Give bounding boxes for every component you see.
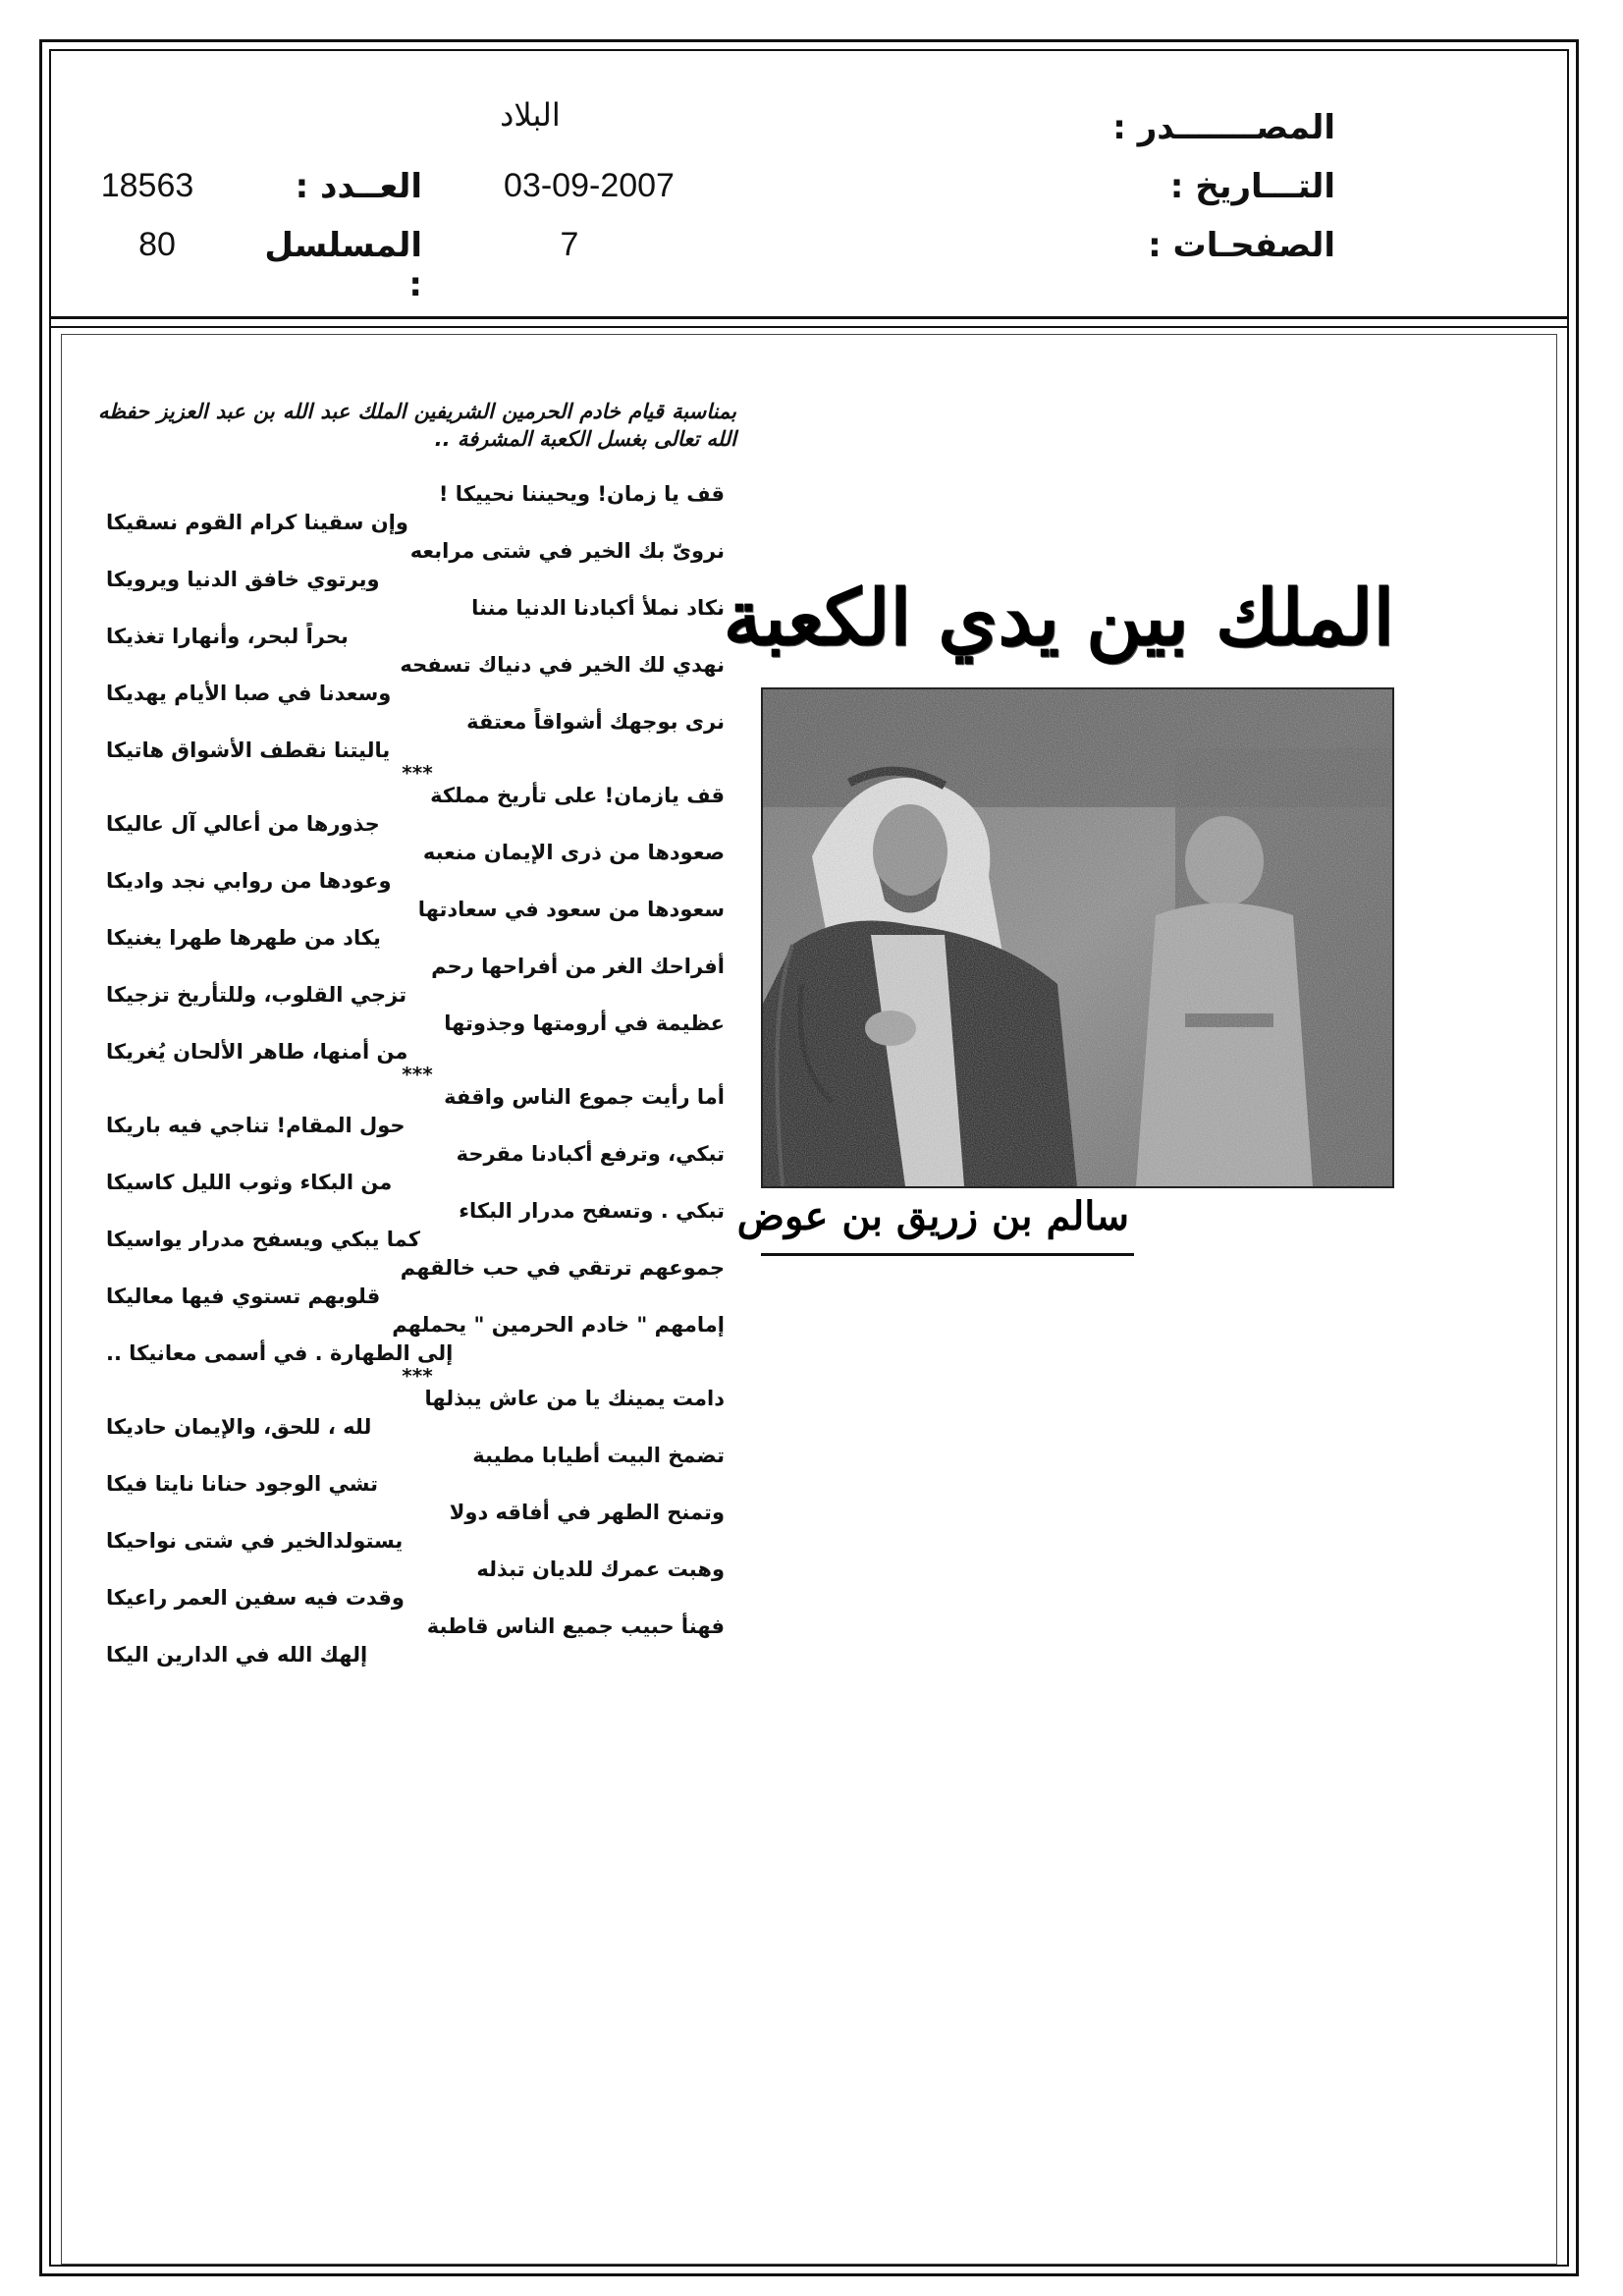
verse-second-half: من البكاء وثوب الليل كاسيكا xyxy=(106,1171,393,1194)
verse-second-half: وإن سقينا كرام القوم نسقيكا xyxy=(106,511,408,534)
verse-first-half: عظيمة في أرومتها وجذوتها xyxy=(444,1011,725,1035)
poem-column xyxy=(98,398,736,1669)
verse-first-half: نروىّ بك الخير في شتى مرابعه xyxy=(409,539,725,563)
verse-first-half: تبكي . وتسفح مدرار البكاء xyxy=(459,1199,725,1223)
serial-value-text: 80 xyxy=(138,226,176,263)
verse-first-half: فهنأ حبيب جميع الناس قاطبة xyxy=(426,1614,725,1638)
verse-first-half: وهبت عمرك للديان تبذله xyxy=(476,1558,725,1581)
verse-first-half: أما رأيت جموع الناس واقفة xyxy=(444,1085,725,1109)
pages-label xyxy=(982,226,1335,265)
verse-first-half: نكاد نملأ أكبادنا الدنيا مننا xyxy=(471,596,725,620)
article-intro: بمناسبة قيام خادم الحرمين الشريفين الملك عبد الله بن عبد العزيز حفظه الله تعالى بغسل الكعبة المشرفة .. xyxy=(98,400,736,451)
verse-second-half: لله ، للحق، والإيمان حاديكا xyxy=(106,1415,372,1439)
stanza xyxy=(98,1083,736,1368)
header-separator xyxy=(49,316,1569,328)
byline-underline xyxy=(761,1253,1134,1256)
date-label xyxy=(982,167,1335,206)
verse-first-half: تبكي، وترفع أكبادنا مقرحة xyxy=(456,1142,725,1166)
poem-stanzas xyxy=(98,480,736,1669)
issue-label-text: العــدد : xyxy=(295,167,422,206)
date-label-text: التـــاريخ : xyxy=(1169,167,1335,206)
verse-first-half: قف يازمان! على تأريخ مملكة xyxy=(430,784,725,807)
serial-value xyxy=(108,226,206,264)
pages-value xyxy=(530,226,609,264)
issue-label xyxy=(265,167,422,206)
verse-second-half: من أمنها، طاهر الألحان يُغريكا xyxy=(106,1040,408,1064)
stanza xyxy=(98,480,736,765)
verse-second-half: ياليتنا نقطف الأشواق هاتيكا xyxy=(106,738,391,762)
stanza xyxy=(98,782,736,1066)
stanza-separator: *** xyxy=(402,1063,433,1086)
verse-first-half: صعودها من ذرى الإيمان منعبه xyxy=(422,841,725,864)
verse-first-half: دامت يمينك يا من عاش يبذلها xyxy=(424,1387,725,1410)
serial-label xyxy=(265,226,422,304)
verse-first-half: تضمخ البيت أطيابا مطيبة xyxy=(472,1444,725,1467)
issue-value xyxy=(79,167,216,205)
source-label-text: المصـــــــدر : xyxy=(1112,108,1335,147)
source-value xyxy=(432,96,628,134)
pages-label-text: الصفحـات : xyxy=(1148,226,1335,265)
king-photo xyxy=(761,687,1394,1188)
stanza xyxy=(98,1385,736,1669)
king-photo-icon xyxy=(763,689,1392,1186)
verse-second-half: وسعدنا في صبا الأيام يهديكا xyxy=(106,682,392,705)
verse-first-half: أفراحك الغر من أفراحها رحم xyxy=(431,955,725,978)
verse-first-half: نهدي لك الخير في دنياك تسفحه xyxy=(400,653,725,677)
source-label xyxy=(982,108,1335,147)
pages-value-text: 7 xyxy=(560,226,579,263)
verse-second-half: إلى الطهارة . في أسمى معانيكا .. xyxy=(106,1341,454,1365)
article-byline: سالم بن زريق بن عوض xyxy=(736,1193,1129,1239)
verse-first-half: وتمنح الطهر في أفاقه دولا xyxy=(449,1501,725,1524)
verse-second-half: قلوبهم تستوي فيها معاليكا xyxy=(106,1285,381,1308)
verse-second-half: جذورها من أعالي آل عاليكا xyxy=(106,812,380,836)
stanza-separator: *** xyxy=(402,1364,433,1388)
verse-second-half: حول المقام! تناجي فيه باريكا xyxy=(106,1114,406,1137)
verse-second-half: وقدت فيه سفين العمر راعيكا xyxy=(106,1586,405,1610)
stanza-separator: *** xyxy=(402,761,433,785)
source-value-text: البلاد xyxy=(500,96,561,134)
verse-second-half: يستولدالخير في شتى نواحيكا xyxy=(106,1529,404,1553)
verse-second-half: كما يبكي ويسفح مدرار يواسيكا xyxy=(106,1228,420,1251)
verse-first-half: سعودها من سعود في سعادتها xyxy=(417,898,725,921)
verse-second-half: إلهك الله في الدارين اليكا xyxy=(106,1643,368,1667)
article-headline: الملك بين يدي الكعبة xyxy=(723,574,1394,663)
verse-first-half: إمامهم " خادم الحرمين " يحملهم xyxy=(392,1313,725,1337)
issue-value-text: 18563 xyxy=(100,167,194,204)
date-value xyxy=(461,167,717,205)
verse-second-half: وعودها من روابي نجد واديكا xyxy=(106,869,392,893)
date-value-text: 03-09-2007 xyxy=(504,167,675,204)
verse-second-half: تزجي القلوب، وللتأريخ تزجيكا xyxy=(106,983,407,1007)
verse-first-half: جموعهم ترتقي في حب خالقهم xyxy=(400,1256,725,1280)
verse-first-half: نرى بوجهك أشواقاً معتقة xyxy=(466,710,725,734)
serial-label-text: المسلسل : xyxy=(264,226,422,304)
verse-second-half: يكاد من طهرها طهرا يغنيكا xyxy=(106,926,381,950)
verse-first-half: قف يا زمان! ويحيننا نحييكا ! xyxy=(438,482,725,506)
verse-second-half: تشي الوجود حنانا نايتا فيكا xyxy=(106,1472,378,1496)
verse-second-half: بحراً لبحر، وأنهارا تغذيكا xyxy=(106,625,349,648)
verse-second-half: ويرتوي خافق الدنيا ويرويكا xyxy=(106,568,380,591)
